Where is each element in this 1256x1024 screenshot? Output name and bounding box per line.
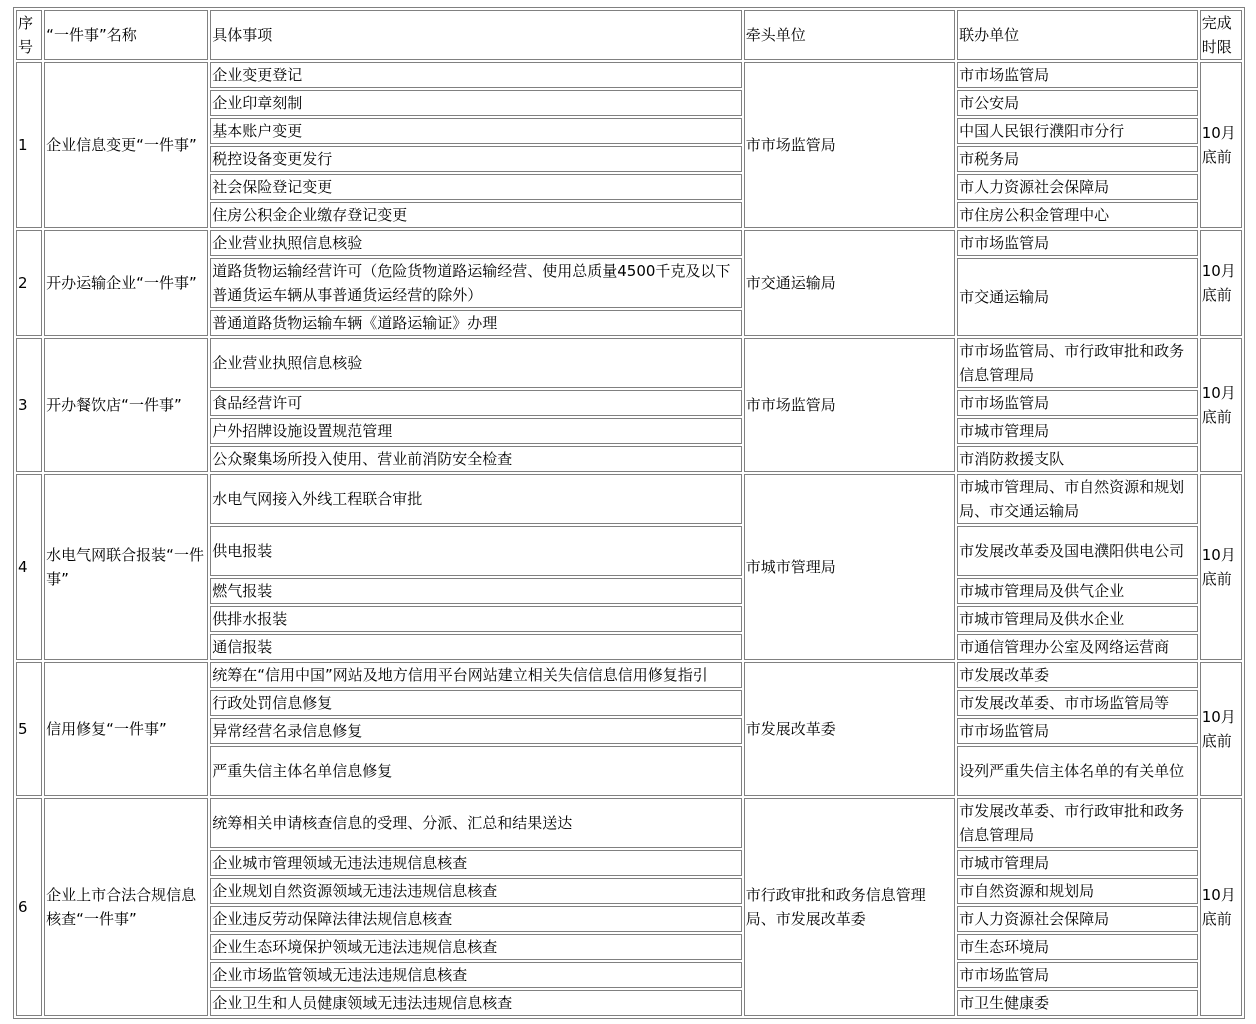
joint-unit: 市城市管理局 (957, 850, 1198, 876)
joint-unit: 市城市管理局及供气企业 (957, 578, 1198, 604)
item-cell: 普通道路货物运输车辆《道路运输证》办理 (210, 310, 741, 336)
joint-unit: 市公安局 (957, 90, 1198, 116)
joint-unit: 市卫生健康委 (957, 990, 1198, 1016)
item-cell: 统筹在“信用中国”网站及地方信用平台网站建立相关失信信息信用修复指引 (210, 662, 741, 688)
joint-unit: 市交通运输局 (957, 258, 1198, 336)
table-row (16, 62, 1242, 88)
header-item: 具体事项 (210, 10, 741, 60)
group-index: 4 (16, 474, 42, 660)
item-cell: 公众聚集场所投入使用、营业前消防安全检查 (210, 446, 741, 472)
group-index: 5 (16, 662, 42, 796)
joint-unit: 市人力资源社会保障局 (957, 174, 1198, 200)
item-cell: 企业违反劳动保障法律法规信息核查 (210, 906, 741, 932)
table-row (16, 474, 1242, 524)
lead-unit: 市市场监管局 (744, 62, 955, 228)
item-cell: 企业规划自然资源领域无违法违规信息核查 (210, 878, 741, 904)
header-index: 序号 (16, 10, 42, 60)
item-cell: 供排水报装 (210, 606, 741, 632)
joint-unit: 市发展改革委及国电濮阳供电公司 (957, 526, 1198, 576)
deadline: 10月底前 (1200, 474, 1242, 660)
item-cell: 企业生态环境保护领域无违法违规信息核查 (210, 934, 741, 960)
joint-unit: 市人力资源社会保障局 (957, 906, 1198, 932)
joint-unit: 市通信管理办公室及网络运营商 (957, 634, 1198, 660)
joint-unit: 市城市管理局及供水企业 (957, 606, 1198, 632)
item-cell: 户外招牌设施设置规范管理 (210, 418, 741, 444)
item-cell: 道路货物运输经营许可（危险货物道路运输经营、使用总质量4500千克及以下普通货运车辆从事普通货运经营的除外） (210, 258, 741, 308)
joint-unit: 市发展改革委 (957, 662, 1198, 688)
lead-unit: 市交通运输局 (744, 230, 955, 336)
group-index: 1 (16, 62, 42, 228)
item-cell: 税控设备变更发行 (210, 146, 741, 172)
deadline: 10月底前 (1200, 230, 1242, 336)
header-lead: 牵头单位 (744, 10, 955, 60)
table-row (16, 662, 1242, 688)
joint-unit: 市消防救援支队 (957, 446, 1198, 472)
item-cell: 通信报装 (210, 634, 741, 660)
group-name: 企业上市合法合规信息核查“一件事” (44, 798, 208, 1016)
lead-unit: 市发展改革委 (744, 662, 955, 796)
joint-unit: 市市场监管局 (957, 230, 1198, 256)
deadline: 10月底前 (1200, 338, 1242, 472)
lead-unit: 市市场监管局 (744, 338, 955, 472)
item-cell: 严重失信主体名单信息修复 (210, 746, 741, 796)
group-name: 开办运输企业“一件事” (44, 230, 208, 336)
joint-unit: 市生态环境局 (957, 934, 1198, 960)
table-row (16, 798, 1242, 848)
item-cell: 水电气网接入外线工程联合审批 (210, 474, 741, 524)
item-cell: 供电报装 (210, 526, 741, 576)
joint-unit: 设列严重失信主体名单的有关单位 (957, 746, 1198, 796)
group-name: 水电气网联合报装“一件事” (44, 474, 208, 660)
item-cell: 企业城市管理领域无违法违规信息核查 (210, 850, 741, 876)
item-cell: 基本账户变更 (210, 118, 741, 144)
header-row (16, 10, 1242, 60)
item-cell: 异常经营名录信息修复 (210, 718, 741, 744)
joint-unit: 市城市管理局 (957, 418, 1198, 444)
header-deadline: 完成时限 (1200, 10, 1242, 60)
joint-unit: 市税务局 (957, 146, 1198, 172)
lead-unit: 市城市管理局 (744, 474, 955, 660)
joint-unit: 市市场监管局、市行政审批和政务信息管理局 (957, 338, 1198, 388)
group-index: 3 (16, 338, 42, 472)
item-cell: 统筹相关申请核查信息的受理、分派、汇总和结果送达 (210, 798, 741, 848)
joint-unit: 中国人民银行濮阳市分行 (957, 118, 1198, 144)
header-joint: 联办单位 (957, 10, 1198, 60)
item-cell: 行政处罚信息修复 (210, 690, 741, 716)
group-index: 6 (16, 798, 42, 1016)
item-cell: 企业营业执照信息核验 (210, 338, 741, 388)
item-cell: 食品经营许可 (210, 390, 741, 416)
table-row (16, 338, 1242, 388)
item-cell: 燃气报装 (210, 578, 741, 604)
joint-unit: 市城市管理局、市自然资源和规划局、市交通运输局 (957, 474, 1198, 524)
deadline: 10月底前 (1200, 662, 1242, 796)
group-name: 信用修复“一件事” (44, 662, 208, 796)
deadline: 10月底前 (1200, 798, 1242, 1016)
group-name: 企业信息变更“一件事” (44, 62, 208, 228)
item-cell: 企业营业执照信息核验 (210, 230, 741, 256)
joint-unit: 市市场监管局 (957, 62, 1198, 88)
deadline: 10月底前 (1200, 62, 1242, 228)
item-cell: 社会保险登记变更 (210, 174, 741, 200)
joint-unit: 市市场监管局 (957, 390, 1198, 416)
header-name: “一件事”名称 (44, 10, 208, 60)
joint-unit: 市市场监管局 (957, 718, 1198, 744)
tasks-table (13, 7, 1245, 1019)
joint-unit: 市发展改革委、市行政审批和政务信息管理局 (957, 798, 1198, 848)
item-cell: 企业印章刻制 (210, 90, 741, 116)
table-row (16, 230, 1242, 256)
joint-unit: 市住房公积金管理中心 (957, 202, 1198, 228)
joint-unit: 市发展改革委、市市场监管局等 (957, 690, 1198, 716)
item-cell: 企业卫生和人员健康领域无违法违规信息核查 (210, 990, 741, 1016)
group-name: 开办餐饮店“一件事” (44, 338, 208, 472)
item-cell: 企业市场监管领域无违法违规信息核查 (210, 962, 741, 988)
joint-unit: 市自然资源和规划局 (957, 878, 1198, 904)
item-cell: 住房公积金企业缴存登记变更 (210, 202, 741, 228)
group-index: 2 (16, 230, 42, 336)
item-cell: 企业变更登记 (210, 62, 741, 88)
lead-unit: 市行政审批和政务信息管理局、市发展改革委 (744, 798, 955, 1016)
joint-unit: 市市场监管局 (957, 962, 1198, 988)
